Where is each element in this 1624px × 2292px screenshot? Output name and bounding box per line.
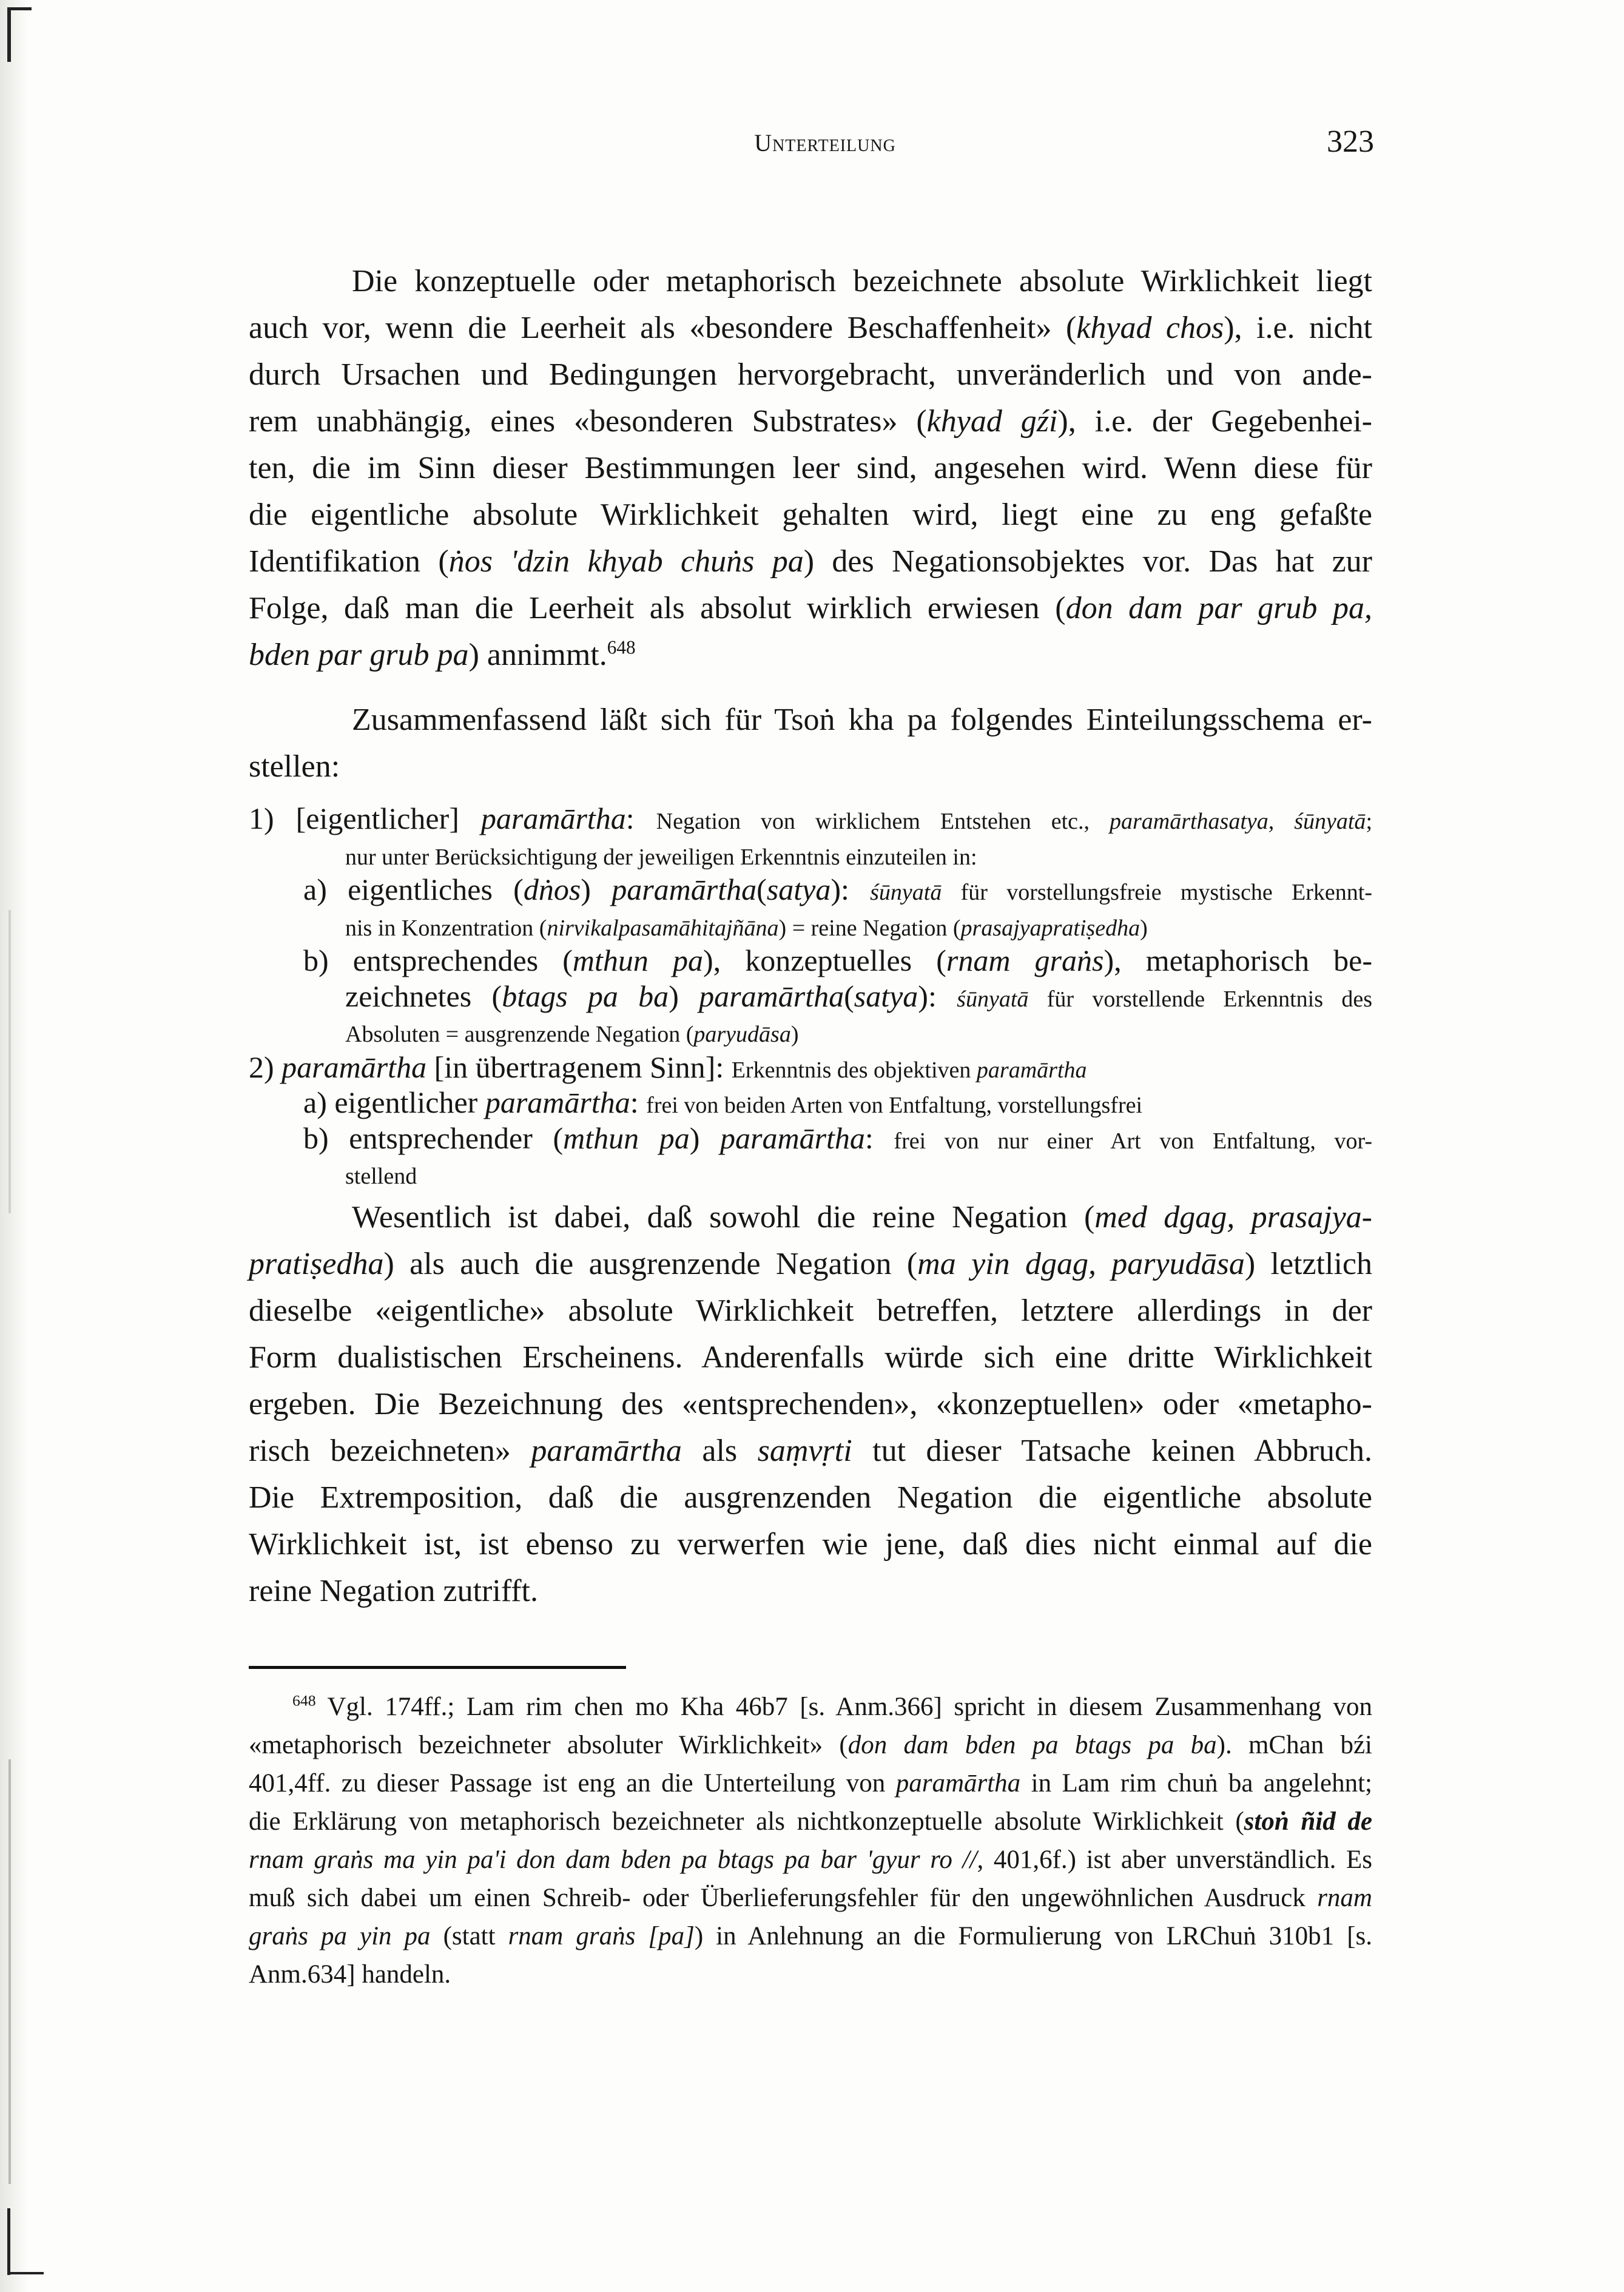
text-run: 401,4ff. zu dieser Passage ist eng an die Unterteilung von: [249, 1769, 896, 1798]
text-run: paramārtha: [485, 1085, 630, 1119]
scheme-item-line: [249, 837, 1372, 872]
text-run: ten, die im Sinn dieser Bestimmungen leer sind, angesehen wird. Wenn diese für: [249, 451, 1372, 485]
text-line: [249, 1568, 1372, 1614]
crop-mark-bottom: [7, 2272, 44, 2274]
text-run: khyad gźi: [926, 404, 1058, 439]
text-run: Die konzeptuelle oder metaphorisch bezeichnete absolute Wirklichkeit liegt: [352, 264, 1372, 298]
text-run: [in übertragenem Sinn]:: [426, 1050, 732, 1084]
text-run: ) in Anlehnung an die Formulierung von LRChuṅ 310b1 [s.: [694, 1922, 1372, 1950]
text-run: khyad chos: [1076, 311, 1224, 345]
text-run: ), metaphorisch be-: [1103, 943, 1373, 977]
text-run: zeichnetes (: [345, 979, 502, 1013]
text-line: [249, 585, 1372, 632]
text-run: paramārtha: [976, 1057, 1087, 1083]
text-run: als: [681, 1434, 758, 1468]
text-run: ) annimmt.: [468, 638, 607, 672]
text-run: frei von nur einer Art von Entfaltung, vor-: [894, 1128, 1372, 1154]
text-run: satya: [766, 872, 831, 906]
text-run: Vgl. 174ff.; Lam rim chen mo Kha 46b7 [s. Anm.366] spricht in diesem Zusammenhang von: [315, 1693, 1372, 1721]
text-run: paramārtha: [720, 1121, 865, 1155]
text-line: [249, 1287, 1372, 1334]
text-run: rem unabhängig, eines «besonderen Substrates» (: [249, 404, 927, 439]
text-line: [249, 1955, 1372, 1994]
text-run: ma yin dgag, paryudāsa: [917, 1247, 1245, 1281]
text-run: ) des Negationsobjektes vor. Das hat zur: [803, 544, 1372, 579]
classification-scheme: [249, 801, 1372, 1192]
text-run: 1) [eigentlicher]: [249, 801, 481, 835]
text-run: stoṅ ñid de: [1244, 1807, 1373, 1836]
text-line: [249, 1726, 1372, 1764]
text-line: [249, 351, 1372, 398]
text-line: [249, 445, 1372, 491]
text-run: 2): [249, 1050, 282, 1084]
text-run: paramārtha: [281, 1050, 427, 1084]
text-run: stellend: [345, 1164, 417, 1189]
text-line: [249, 1521, 1372, 1568]
footnote-reference: 648: [607, 636, 636, 658]
text-run: stellen:: [249, 749, 340, 784]
crop-mark-top: [7, 7, 32, 10]
text-run: tut dieser Tatsache keinen Abbruch.: [852, 1434, 1372, 1468]
text-run: nirvikalpasamāhitajñāna: [547, 915, 779, 941]
text-line: [249, 398, 1372, 445]
scheme-item-line: [249, 1014, 1372, 1050]
text-run: «metaphorisch bezeichneter absoluter Wirklichkeit» (: [249, 1731, 848, 1759]
text-run: ): [669, 979, 699, 1013]
text-line: [249, 1688, 1372, 1726]
text-run: :: [630, 1085, 647, 1119]
text-run: rnam graṅs: [946, 943, 1104, 977]
text-line: [249, 743, 1372, 790]
text-line: [249, 1427, 1372, 1474]
text-run: rnam: [1317, 1884, 1372, 1912]
text-run: :: [864, 1121, 894, 1155]
text-run: don dam bden pa btags pa ba: [847, 1731, 1217, 1759]
text-run: Anm.634] handeln.: [249, 1960, 451, 1989]
text-run: rnam graṅs ma yin pa'i don dam bden pa btags pa bar 'gyur ro //: [249, 1845, 977, 1874]
text-line: [249, 305, 1372, 351]
text-run: dṅos: [523, 872, 581, 906]
running-header: Unterteilung: [754, 129, 896, 157]
text-run: dieselbe «eigentliche» absolute Wirklichkeit betreffen, letztere allerdings in der: [249, 1293, 1372, 1328]
text-run: Zusammenfassend läßt sich für Tsoṅ kha pa folgendes Einteilungsschema er-: [352, 703, 1372, 737]
text-run: paramārtha: [612, 872, 757, 906]
text-run: paramārtha: [480, 801, 626, 835]
text-line: [249, 1381, 1372, 1427]
text-line: [249, 696, 1372, 743]
text-run: :: [625, 801, 656, 835]
text-run: paramārtha: [699, 979, 844, 1013]
text-run: Absoluten = ausgrenzende Negation (: [345, 1022, 694, 1047]
page-number: 323: [1327, 124, 1374, 159]
scheme-item-line: [249, 1121, 1372, 1156]
text-run: graṅs pa yin pa: [249, 1922, 431, 1950]
text-run: ): [790, 1022, 799, 1047]
scheme-item-line: [249, 801, 1372, 837]
text-run: paryudāsa: [693, 1022, 791, 1047]
footnote-648: [249, 1688, 1372, 1994]
text-run: ): [1140, 915, 1148, 941]
scan-edge-line: [8, 910, 11, 1213]
text-run: ): [581, 872, 612, 906]
text-line: [249, 1764, 1372, 1802]
text-run: b) entsprechendes (: [303, 943, 573, 977]
text-run: satya: [854, 979, 918, 1013]
text-run: paramārtha: [531, 1434, 682, 1468]
scheme-item-line: [249, 943, 1372, 979]
text-run: śūnyatā: [870, 880, 942, 905]
text-run: ) als auch die ausgrenzende Negation (: [383, 1247, 918, 1281]
text-run: ) = reine Negation (: [778, 915, 961, 941]
text-line: [249, 258, 1372, 305]
paragraph-2: [249, 696, 1372, 790]
text-run: paramārthasatya, śūnyatā: [1109, 809, 1366, 834]
scan-edge-line: [8, 1759, 11, 2184]
text-run: ṅos 'dzin khyab chuṅs pa: [448, 544, 804, 579]
footnote-reference: 648: [292, 1691, 316, 1710]
text-run: Form dualistischen Erscheinens. Anderenfalls würde sich eine dritte Wirklichkeit: [249, 1340, 1372, 1375]
text-run: a) eigentliches (: [303, 872, 524, 906]
text-line: [249, 632, 1372, 678]
text-run: , 401,6f.) ist aber unverständlich. Es: [977, 1845, 1373, 1874]
scheme-item-line: [249, 1085, 1372, 1121]
text-run: prasajyapratiṣedha: [960, 915, 1141, 941]
paragraph-3: [249, 1194, 1372, 1614]
paragraph-1: [249, 258, 1372, 678]
text-line: [249, 538, 1372, 585]
text-run: Identifikation (: [249, 544, 449, 579]
text-line: [249, 1917, 1372, 1955]
text-line: [249, 491, 1372, 538]
text-run: nur unter Berücksichtigung der jeweiligen Erkenntnis einzuteilen in:: [345, 844, 977, 870]
text-line: [249, 1474, 1372, 1521]
text-run: (statt: [430, 1922, 508, 1950]
text-run: med dgag, prasajya-: [1094, 1200, 1372, 1235]
text-run: rnam graṅs [pa]: [508, 1922, 695, 1950]
text-run: ), i.e. der Gegebenhei-: [1057, 404, 1372, 439]
text-run: ): [689, 1121, 720, 1155]
scheme-item-line: [249, 1050, 1372, 1085]
text-run: ):: [918, 979, 957, 1013]
text-line: [249, 1241, 1372, 1287]
scan-edge-shadow: [0, 0, 28, 2292]
text-line: [249, 1194, 1372, 1241]
text-run: don dam par grub pa,: [1065, 591, 1373, 625]
text-run: (: [844, 979, 854, 1013]
text-run: ), i.e. nicht: [1224, 311, 1372, 345]
text-run: nis in Konzentration (: [345, 915, 547, 941]
text-run: Wirklichkeit ist, ist ebenso zu verwerfen wie jene, daß dies nicht einmal auf die: [249, 1527, 1372, 1562]
text-run: ):: [831, 872, 871, 906]
text-run: b) entsprechender (: [303, 1121, 564, 1155]
text-run: auch vor, wenn die Leerheit als «besondere Beschaffenheit» (: [249, 311, 1077, 345]
text-line: [249, 1841, 1372, 1879]
text-run: risch bezeichneten»: [249, 1434, 531, 1468]
text-run: Erkenntnis des objektiven: [731, 1057, 977, 1083]
text-run: ). mChan bźi: [1216, 1731, 1372, 1759]
text-run: ), konzeptuelles (: [703, 943, 946, 977]
text-line: [249, 1802, 1372, 1841]
footnote-separator: [249, 1666, 626, 1669]
text-run: a) eigentlicher: [303, 1085, 485, 1119]
text-run: paramārtha: [895, 1769, 1021, 1798]
text-run: frei von beiden Arten von Entfaltung, vorstellungsfrei: [646, 1093, 1143, 1118]
scheme-item-line: [249, 1156, 1372, 1192]
text-run: ergeben. Die Bezeichnung des «entsprechenden», «konzeptuellen» oder «metapho-: [249, 1387, 1372, 1421]
text-run: ;: [1366, 809, 1372, 834]
text-run: Negation von wirklichem Entstehen etc.,: [656, 809, 1110, 834]
text-run: Wesentlich ist dabei, daß sowohl die reine Negation (: [352, 1200, 1095, 1235]
text-run: die Erklärung von metaphorisch bezeichneter als nichtkonzeptuelle absolute Wirklichkeit (: [249, 1807, 1244, 1836]
text-run: btags pa ba: [502, 979, 669, 1013]
text-run: pratiṣedha: [249, 1247, 384, 1281]
text-run: bden par grub pa: [249, 638, 469, 672]
text-run: ) letztlich: [1244, 1247, 1372, 1281]
text-run: für vorstellende Erkenntnis des: [1028, 986, 1373, 1012]
text-run: reine Negation zutrifft.: [249, 1574, 538, 1608]
text-run: in Lam rim chuṅ ba angelehnt;: [1020, 1769, 1372, 1798]
scheme-item-line: [249, 979, 1372, 1014]
text-run: mthun pa: [572, 943, 703, 977]
text-run: durch Ursachen und Bedingungen hervorgebracht, unveränderlich und von ande-: [249, 357, 1372, 392]
text-run: Die Extremposition, daß die ausgrenzenden Negation die eigentliche absolute: [249, 1480, 1372, 1515]
text-run: für vorstellungsfreie mystische Erkennt-: [942, 880, 1373, 905]
text-line: [249, 1334, 1372, 1381]
text-run: śūnyatā: [957, 986, 1029, 1012]
text-run: Folge, daß man die Leerheit als absolut wirklich erwiesen (: [249, 591, 1066, 625]
text-run: mthun pa: [563, 1121, 690, 1155]
text-run: muß sich dabei um einen Schreib- oder Überlieferungsfehler für den ungewöhnlichen Ausdruck: [249, 1884, 1318, 1912]
text-line: [249, 1879, 1372, 1917]
text-run: saṃvṛti: [757, 1434, 852, 1468]
scheme-item-line: [249, 872, 1372, 908]
crop-mark-bottom: [7, 2208, 10, 2275]
text-run: (: [756, 872, 767, 906]
crop-mark-top: [7, 7, 11, 62]
scheme-item-line: [249, 908, 1372, 943]
text-run: die eigentliche absolute Wirklichkeit gehalten wird, liegt eine zu eng gefaßte: [249, 497, 1372, 532]
